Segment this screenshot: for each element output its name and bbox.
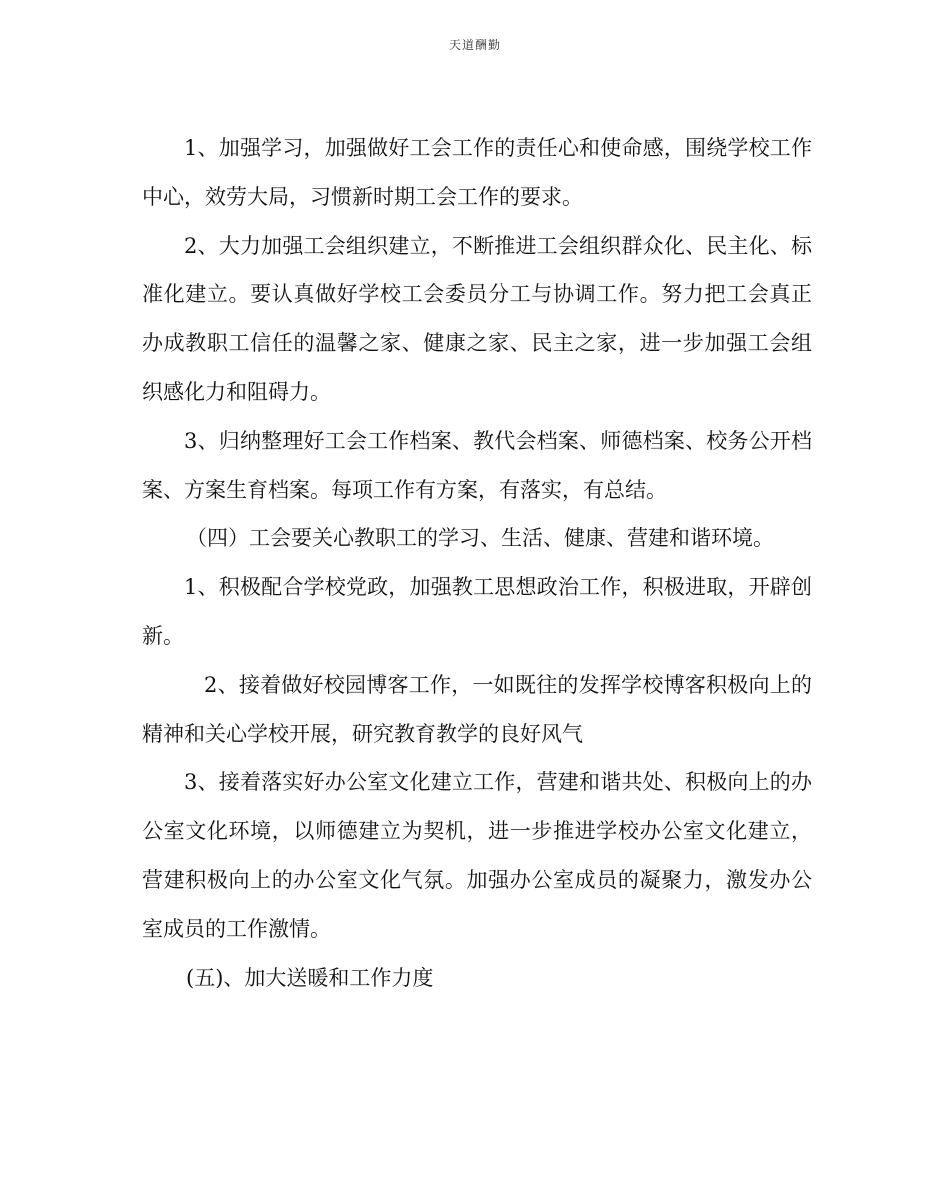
paragraph-1: 1、加强学习，加强做好工会工作的责任心和使命感，围绕学校工作中心，效劳大局，习惯新时期工会工作的要求。	[142, 136, 812, 209]
section-heading-5: (五)、加大送暖和工作力度	[186, 965, 434, 990]
document-body	[142, 124, 812, 1002]
section-heading-4: （四）工会要关心教职工的学习、生活、健康、营建和谐环境。	[186, 526, 774, 551]
page-header: 天道酬勤	[448, 38, 501, 52]
paragraph-4-2: 2、接着做好校园博客工作，一如既往的发挥学校博客积极向上的精神和关心学校开展，研究教育教学的良好风气	[142, 672, 812, 746]
paragraph-3: 3、归纳整理好工会工作档案、教代会档案、师德档案、校务公开档案、方案生育档案。每项工作有方案，有落实，有总结。	[142, 428, 812, 502]
paragraph-4-3: 3、接着落实好办公室文化建立工作，营建和谐共处、积极向上的办公室文化环境，以师德建立为契机，进一步推进学校办公室文化建立，营建积极向上的办公室文化气氛。加强办公室成员的凝聚力，激发办公室成员的工作激情。	[142, 770, 812, 941]
paragraph-4-1: 1、积极配合学校党政，加强教工思想政治工作，积极进取，开辟创新。	[142, 575, 812, 648]
paragraph-2: 2、大力加强工会组织建立，不断推进工会组织群众化、民主化、标准化建立。要认真做好学校工会委员分工与协调工作。努力把工会真正办成教职工信任的温馨之家、健康之家、民主之家，进一步加强工会组织感化力和阻碍力。	[142, 233, 812, 404]
